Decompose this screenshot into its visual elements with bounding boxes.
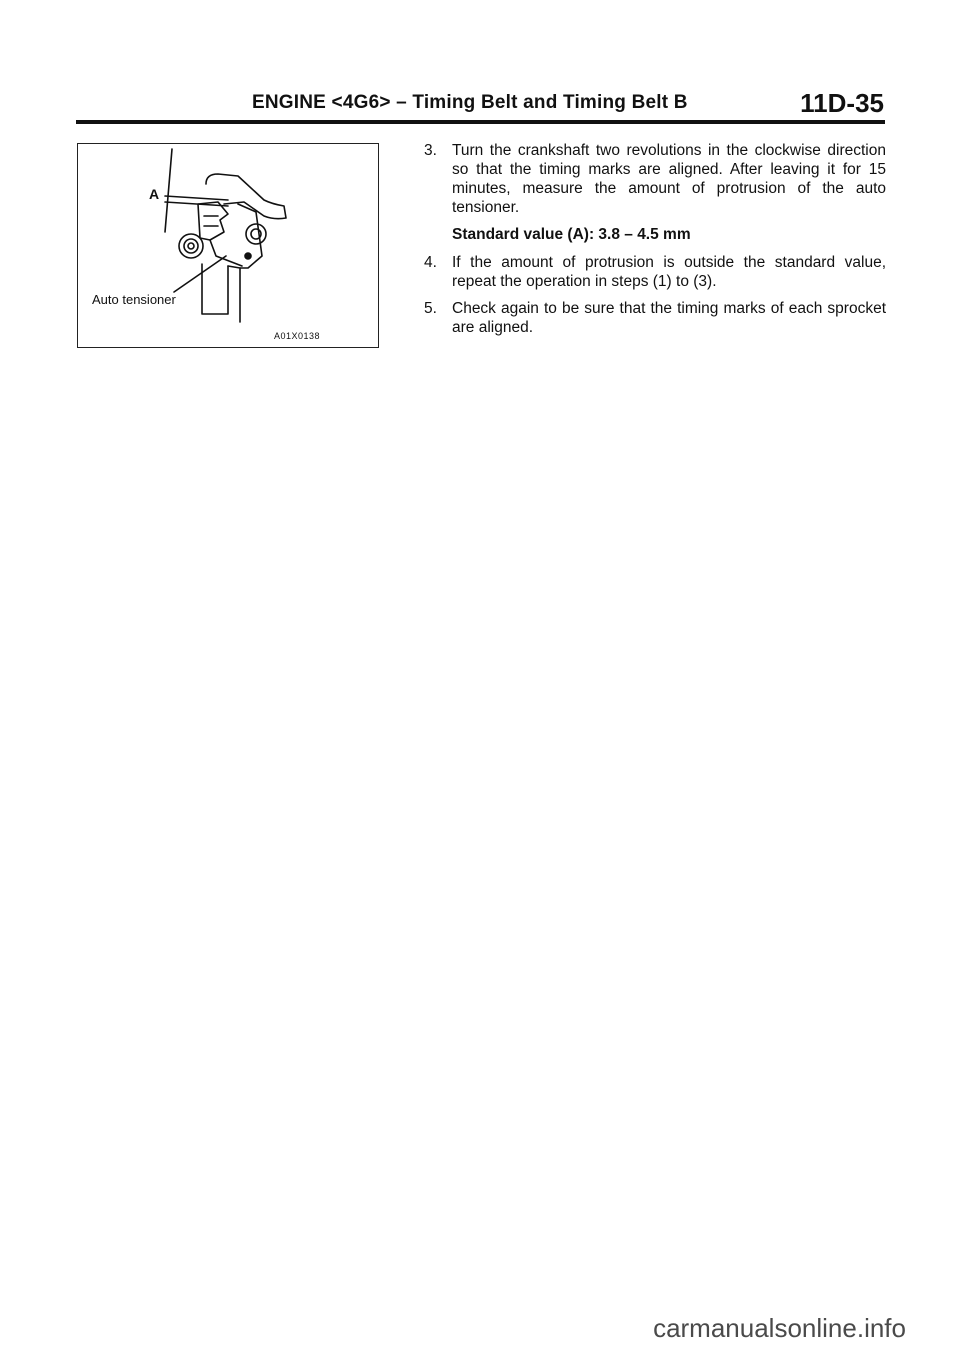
standard-value: Standard value (A): 3.8 – 4.5 mm [452,226,691,243]
page-number: 11D-35 [800,88,884,118]
procedure-text [424,141,886,345]
step-number: 4. [424,254,437,271]
step-text: Check again to be sure that the timing marks of each sprocket are aligned. [452,300,886,336]
step-number: 5. [424,300,437,317]
step-3 [424,141,886,217]
auto-tensioner-figure [77,143,379,348]
site-watermark: carmanualsonline.info [653,1313,906,1343]
dimension-label-a: A [149,186,160,202]
page-title: ENGINE <4G6> – Timing Belt and Timing Belt B [252,92,688,113]
auto-tensioner-illustration [78,144,378,347]
header-rule [76,120,885,124]
auto-tensioner-label: Auto tensioner [92,292,176,307]
step-number: 3. [424,142,437,159]
step-text: If the amount of protrusion is outside the standard value, repeat the operation in steps (1) to (3). [452,254,886,290]
step-5 [424,299,886,337]
step-text: Turn the crankshaft two revolutions in the clockwise direction so that the timing marks are aligned. After leaving it for 15 minutes, measure the amount of protrusion of the auto tensioner. [452,142,886,216]
step-4 [424,253,886,291]
figure-code: A01X0138 [274,331,321,341]
